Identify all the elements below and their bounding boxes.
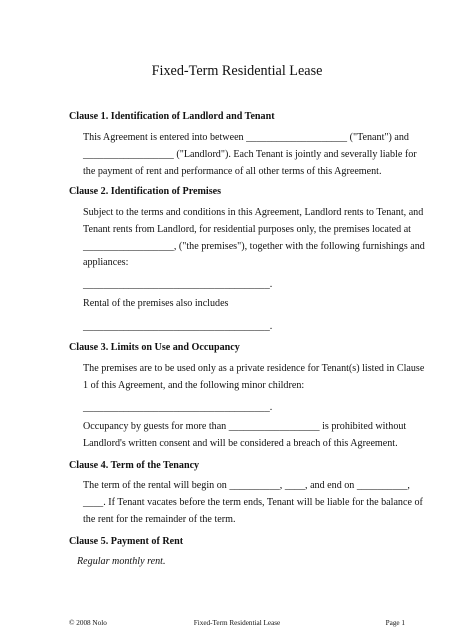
clause-2-line-3: __________________, ("the premises"), together with the following furnishings and: [83, 241, 425, 252]
clause-2-line-2: Tenant rents from Landlord, for residential purposes only, the premises located at: [83, 224, 411, 235]
clause-1-line-2: __________________ ("Landlord"). Each Tenant is jointly and severally liable for: [83, 149, 417, 160]
also-includes-label: Rental of the premises also includes: [83, 298, 229, 309]
minor-children-blank: _____________________________________.: [83, 402, 273, 413]
clause-4-heading: Clause 4. Term of the Tenancy: [69, 460, 200, 471]
clause-3-heading: Clause 3. Limits on Use and Occupancy: [69, 342, 240, 353]
clause-4-line-1: The term of the rental will begin on __________, ____, and end on __________,: [83, 480, 410, 491]
clause-1-heading: Clause 1. Identification of Landlord and Tenant: [69, 111, 275, 122]
clause-5-heading: Clause 5. Payment of Rent: [69, 536, 184, 547]
clause-1-line-3: the payment of rent and performance of all other terms of this Agreement.: [83, 166, 382, 177]
clause-2-line-1: Subject to the terms and conditions in this Agreement, Landlord rents to Tenant, and: [83, 207, 424, 218]
clause-5-subheading: Regular monthly rent.: [77, 556, 166, 567]
clause-3-guest-line-1: Occupancy by guests for more than __________________ is prohibited without: [83, 421, 407, 432]
clause-4-line-2: ____. If Tenant vacates before the term ends, Tenant will be liable for the balance of: [83, 497, 423, 508]
clause-1-line-1: This Agreement is entered into between ____________________ ("Tenant") and: [83, 132, 409, 143]
clause-2-heading: Clause 2. Identification of Premises: [69, 186, 222, 197]
footer-doc-title: Fixed-Term Residential Lease: [193, 619, 281, 627]
clause-3-line-1: The premises are to be used only as a private residence for Tenant(s) listed in Clause: [83, 363, 425, 374]
clause-4-line-3: the rent for the remainder of the term.: [83, 514, 236, 525]
furnishings-blank: _____________________________________.: [83, 279, 273, 290]
clause-3-guest-line-2: Landlord's written consent and will be considered a breach of this Agreement.: [83, 438, 398, 449]
clause-2-line-4: appliances:: [83, 257, 129, 268]
document-title: Fixed-Term Residential Lease: [151, 63, 323, 79]
footer-page-number: Page 1: [385, 619, 405, 627]
also-includes-blank: _____________________________________.: [83, 321, 273, 332]
footer-copyright: © 2008 Nolo: [69, 619, 107, 627]
clause-3-line-2: 1 of this Agreement, and the following minor children:: [83, 380, 305, 391]
